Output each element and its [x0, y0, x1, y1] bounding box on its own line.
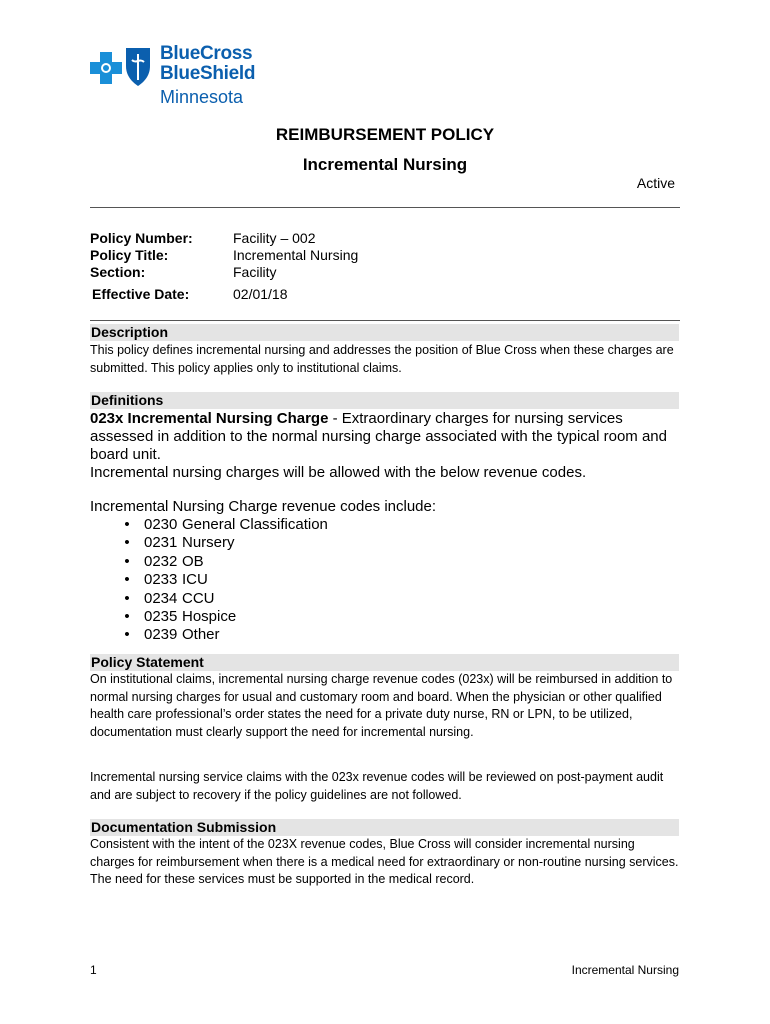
bullet-icon: •: [124, 534, 130, 552]
policy-number-value: Facility – 002: [233, 230, 316, 246]
policy-title-label: Policy Title:: [90, 247, 169, 263]
section-label: Section:: [90, 264, 146, 280]
status-label: Active: [636, 175, 675, 191]
bullet-icon: •: [124, 608, 130, 626]
definition-term: 023x Incremental Nursing Charge: [90, 410, 329, 427]
revenue-code: 0231: [144, 534, 178, 552]
revenue-code: 0230: [144, 516, 178, 533]
section-band: [90, 324, 679, 341]
list-item: [110, 626, 328, 644]
bullet-icon: •: [124, 516, 130, 533]
footer-document-name: Incremental Nursing: [571, 963, 679, 977]
bcbs-logo: [90, 40, 290, 112]
list-item: [110, 590, 328, 608]
revenue-code-label: CCU: [182, 589, 215, 607]
list-item: [110, 516, 328, 534]
logo-text-blueshield: BlueShield: [160, 63, 256, 84]
revenue-code: 0239: [144, 626, 178, 644]
logo-text-bluecross: BlueCross: [160, 43, 253, 64]
revenue-code: 0233: [144, 571, 178, 589]
list-item: [110, 553, 328, 571]
policy-title-value: Incremental Nursing: [233, 247, 359, 263]
policy-statement-text: On institutional claims, incremental nursing charge revenue codes (023x) will be reimbursed in addition to normal nursing charges for usual and customary room and board. When the physician or other qualified health care professional’s order states the need for a private duty nurse, RN or LPN, to be utilized, documentation must clearly support the need for incremental nursing.: [90, 672, 673, 739]
section-value: Facility: [233, 264, 277, 280]
definitions-heading: Definitions: [91, 392, 164, 408]
page-number: 1: [90, 963, 97, 977]
bullet-icon: •: [124, 571, 130, 589]
revenue-code: 0235: [144, 608, 178, 626]
revenue-code: 0234: [144, 589, 178, 607]
list-item: [110, 534, 328, 552]
allowed-codes-text: Incremental nursing charges will be allowed with the below revenue codes.: [90, 464, 587, 481]
revenue-code-label: ICU: [182, 571, 208, 589]
effective-date-label: Effective Date:: [92, 286, 190, 302]
policy-number-label: Policy Number:: [90, 230, 193, 246]
revenue-code-list: [110, 516, 328, 645]
revenue-code-label: Other: [182, 626, 220, 644]
policy-statement-heading: Policy Statement: [91, 654, 204, 670]
revenue-code-label: Hospice: [182, 608, 237, 626]
documentation-heading: Documentation Submission: [91, 819, 277, 835]
revenue-code-label: OB: [182, 552, 204, 570]
effective-date-value: 02/01/18: [233, 286, 288, 302]
policy-statement-text-2: Incremental nursing service claims with the 023x revenue codes will be reviewed on post-payment audit and are subject to recovery if the policy guidelines are not followed.: [90, 770, 664, 802]
revenue-code-label: General Classification: [182, 516, 328, 533]
list-item: [110, 608, 328, 626]
document-title: REIMBURSEMENT POLICY: [275, 125, 495, 144]
description-text: This policy defines incremental nursing and addresses the position of Blue Cross when these charges are submitted. This policy applies only to institutional claims.: [90, 343, 674, 375]
document-subtitle: Incremental Nursing: [302, 155, 468, 174]
definition-text: - Extraordinary charges for nursing services assessed in addition to the normal nursing charge associated with the typical room and board unit.: [90, 410, 667, 463]
definition-paragraph: [90, 410, 685, 464]
codes-intro: Incremental Nursing Charge revenue codes include:: [90, 498, 437, 515]
logo-text-minnesota: Minnesota: [160, 87, 244, 107]
list-item: [110, 571, 328, 589]
bullet-icon: •: [124, 552, 130, 570]
revenue-code: 0232: [144, 552, 178, 570]
cross-shield-icon: [90, 44, 152, 88]
description-heading: Description: [91, 324, 169, 340]
divider: [90, 320, 680, 321]
bullet-icon: •: [124, 589, 130, 607]
divider: [90, 207, 680, 208]
section-band: [90, 392, 679, 409]
documentation-text: Consistent with the intent of the 023X revenue codes, Blue Cross will consider incremental nursing charges for reimbursement when there is a medical need for extraordinary or non-routine nursing services. The need for these services must be supported in the medical record.: [90, 837, 679, 886]
revenue-code-label: Nursery: [182, 534, 235, 552]
bullet-icon: •: [124, 626, 130, 644]
